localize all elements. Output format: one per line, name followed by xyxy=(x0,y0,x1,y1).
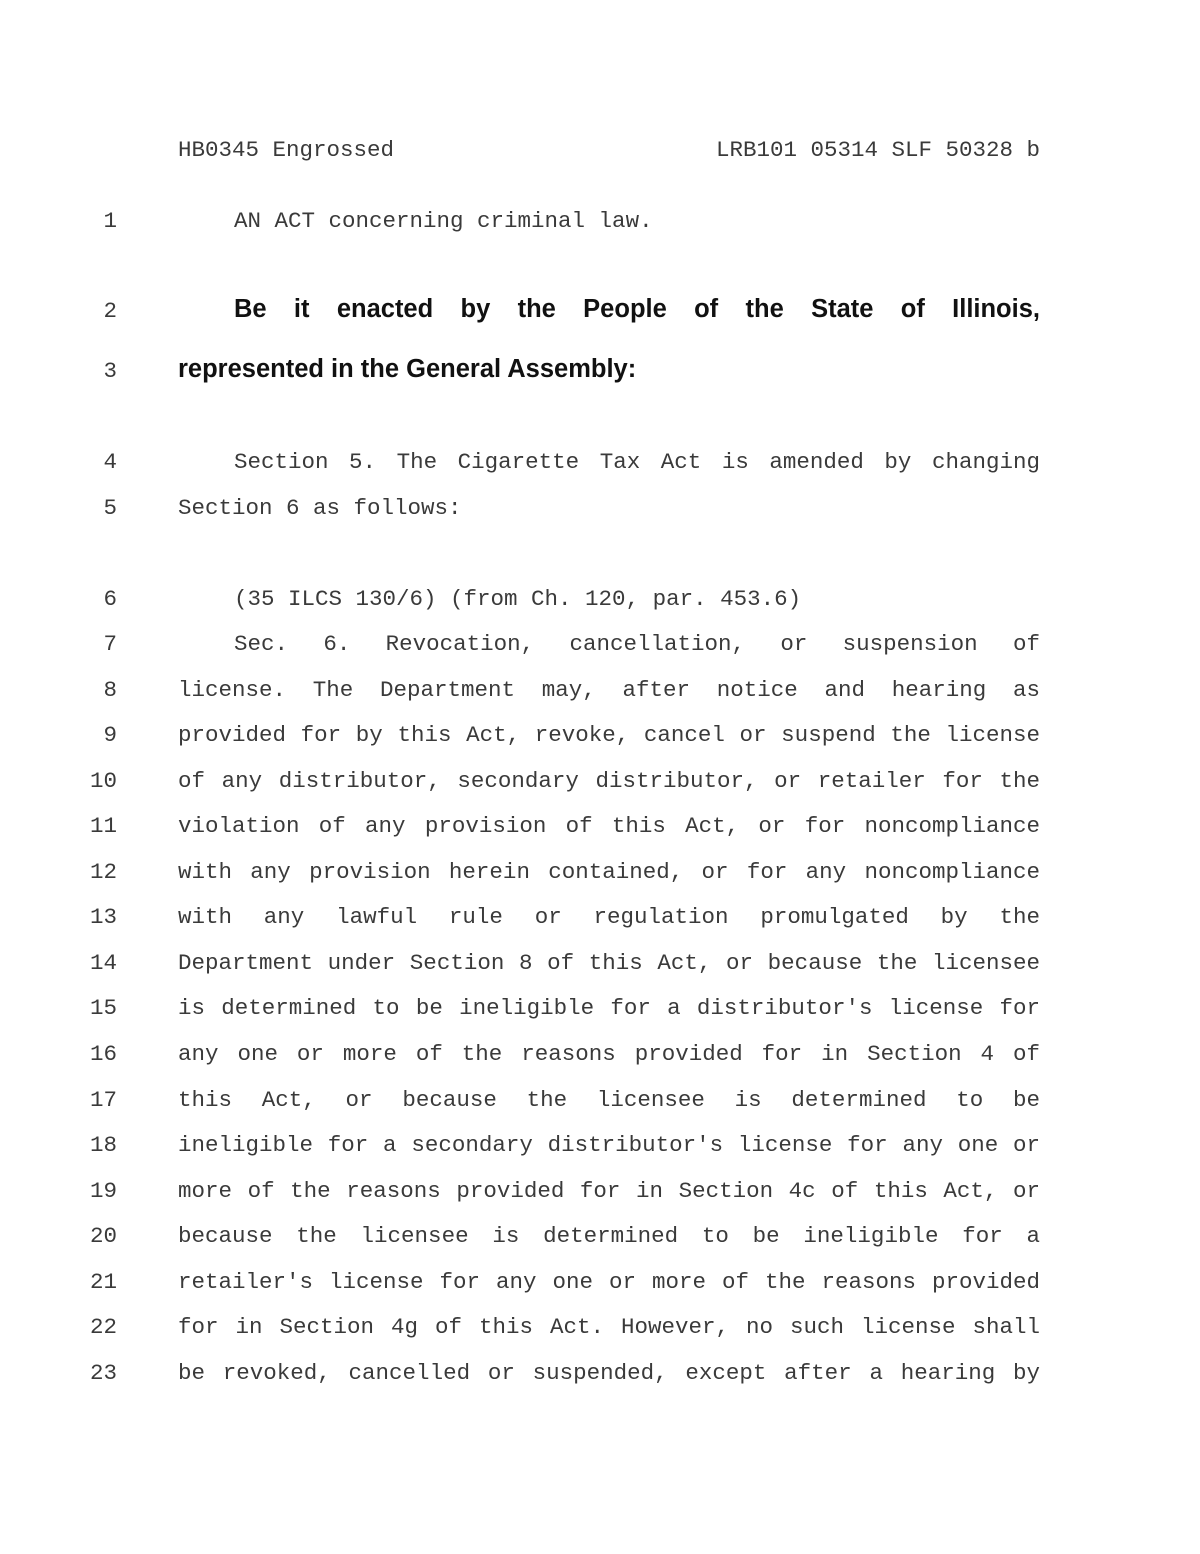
document-line: with any lawful rule or regulation promulgated by the xyxy=(178,904,1040,931)
document-line: ineligible for a secondary distributor's license for any one or xyxy=(178,1132,1040,1159)
document-line: Department under Section 8 of this Act, or because the licensee xyxy=(178,949,1040,976)
line-number: 19 xyxy=(89,1177,117,1204)
document-line: for in Section 4g of this Act. However, no such license shall xyxy=(178,1314,1040,1341)
line-number: 9 xyxy=(103,722,117,749)
document-line: Sec. 6. Revocation, cancellation, or suspension of xyxy=(234,631,1040,657)
document-line: be revoked, cancelled or suspended, except after a hearing by xyxy=(178,1359,1040,1386)
document-line: this Act, or because the licensee is determined to be xyxy=(178,1086,1040,1113)
document-line: Section 6 as follows: xyxy=(178,495,462,521)
lrb-identifier: LRB101 05314 SLF 50328 b xyxy=(715,137,1040,163)
line-number: 18 xyxy=(89,1132,117,1159)
bill-identifier: HB0345 Engrossed xyxy=(178,137,395,163)
line-number: 5 xyxy=(103,495,117,521)
document-line: license. The Department may, after notice and hearing as xyxy=(178,676,1040,703)
document-line: violation of any provision of this Act, or for noncompliance xyxy=(178,813,1040,840)
line-number: 22 xyxy=(89,1314,117,1341)
document-line: because the licensee is determined to be ineligible for a xyxy=(178,1223,1040,1250)
document-line: AN ACT concerning criminal law. xyxy=(234,208,653,234)
line-number: 11 xyxy=(89,813,117,840)
document-line: any one or more of the reasons provided for in Section 4 of xyxy=(178,1041,1040,1068)
enacting-clause-line: Be it enacted by the People of the State of Illinois, xyxy=(234,295,1040,323)
document-line: retailer's license for any one or more of the reasons provided xyxy=(178,1268,1040,1295)
line-number: 13 xyxy=(89,904,117,931)
document-line: (35 ILCS 130/6) (from Ch. 120, par. 453.6) xyxy=(234,586,802,612)
line-number: 15 xyxy=(89,995,117,1022)
line-number: 6 xyxy=(103,586,117,612)
line-number: 10 xyxy=(89,767,117,794)
line-number: 23 xyxy=(89,1359,117,1386)
document-line: with any provision herein contained, or for any noncompliance xyxy=(178,858,1040,885)
line-number: 14 xyxy=(89,949,117,976)
line-number: 17 xyxy=(89,1086,117,1113)
line-number: 12 xyxy=(89,858,117,885)
document-line: more of the reasons provided for in Section 4c of this Act, or xyxy=(178,1177,1040,1204)
line-number: 20 xyxy=(89,1223,117,1250)
line-number: 4 xyxy=(103,449,117,475)
line-number: 1 xyxy=(103,208,117,234)
document-line: Section 5. The Cigarette Tax Act is amended by changing xyxy=(234,449,1040,475)
document-line: of any distributor, secondary distributor, or retailer for the xyxy=(178,767,1040,794)
line-number: 7 xyxy=(103,631,117,657)
document-line: provided for by this Act, revoke, cancel or suspend the license xyxy=(178,722,1040,749)
line-number: 8 xyxy=(103,676,117,703)
enacting-clause-line: represented in the General Assembly: xyxy=(178,355,637,383)
line-number: 21 xyxy=(89,1268,117,1295)
line-number: 3 xyxy=(103,358,117,384)
line-number: 16 xyxy=(89,1041,117,1068)
document-line: is determined to be ineligible for a distributor's license for xyxy=(178,995,1040,1022)
line-number: 2 xyxy=(103,298,117,324)
